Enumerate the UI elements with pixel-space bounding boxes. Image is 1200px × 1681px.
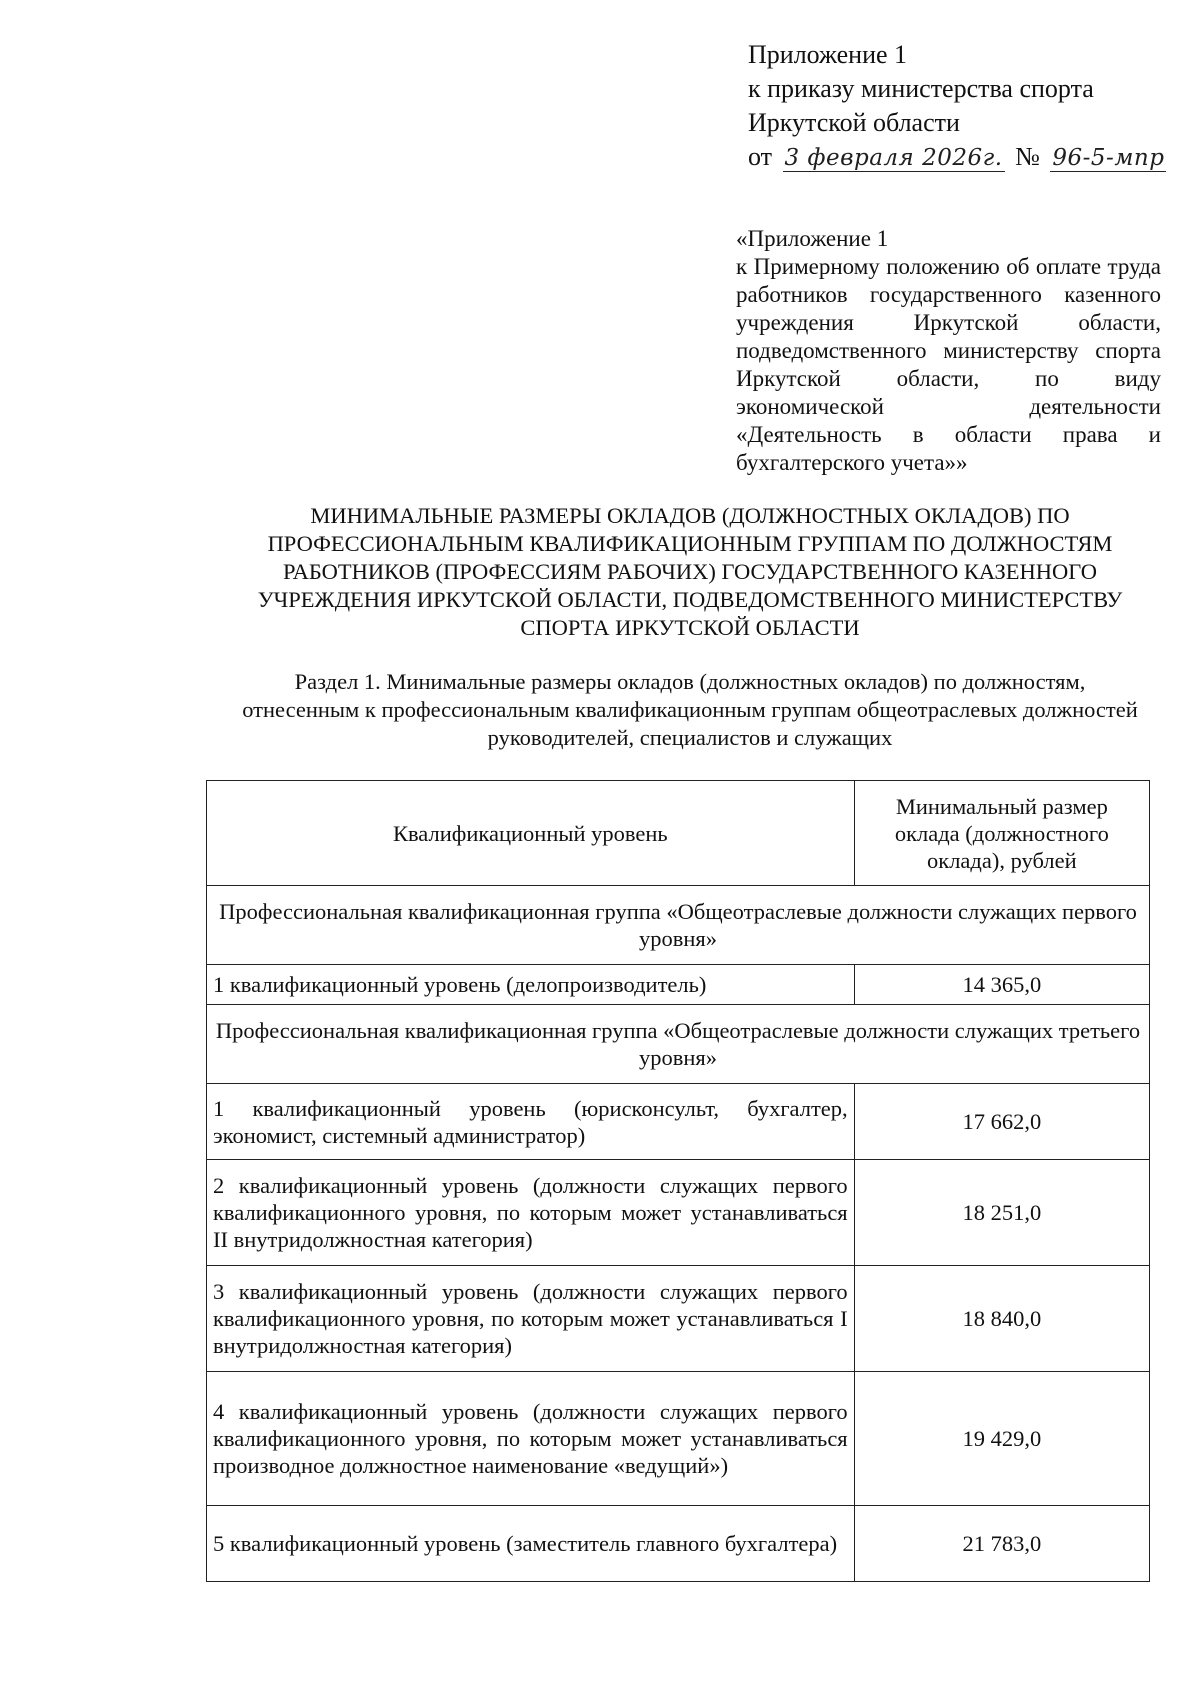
level-cell: 1 квалификационный уровень (делопроизводитель) [207, 965, 855, 1005]
title-line: РАБОТНИКОВ (ПРОФЕССИЯМ РАБОЧИХ) ГОСУДАРСТВЕННОГО КАЗЕННОГО [283, 559, 1097, 584]
section-line: Раздел 1. Минимальные размеры окладов (должностных окладов) по должностям, [294, 669, 1086, 694]
salary-table [206, 780, 1150, 1582]
group-row [207, 1005, 1150, 1084]
level-cell: 1 квалификационный уровень (юрисконсульт, бухгалтер, экономист, системный администратор) [207, 1084, 855, 1160]
section-line: руководителей, специалистов и служащих [487, 725, 893, 750]
title-line: УЧРЕЖДЕНИЯ ИРКУТСКОЙ ОБЛАСТИ, ПОДВЕДОМСТВЕННОГО МИНИСТЕРСТВУ [257, 587, 1123, 612]
from-prefix: от [748, 142, 773, 171]
salary-cell: 17 662,0 [854, 1084, 1149, 1160]
table-row [207, 1084, 1150, 1160]
section-title [200, 668, 1180, 752]
number-sign: № [1015, 142, 1040, 171]
table-header-row [207, 781, 1150, 886]
salary-cell: 18 251,0 [854, 1160, 1149, 1266]
level-cell: 2 квалификационный уровень (должности служащих первого квалификационного уровня, по которым может устанавливаться II внутридолжностная категория) [207, 1160, 855, 1266]
appendix-order-ref: к приказу министерства спорта [748, 74, 1094, 103]
salary-cell: 18 840,0 [854, 1266, 1149, 1372]
table-row [207, 1372, 1150, 1506]
salary-cell: 19 429,0 [854, 1372, 1149, 1506]
quoted-appendix-title: «Приложение 1 [736, 226, 889, 251]
header-qualification-level: Квалификационный уровень [207, 781, 855, 886]
table-row [207, 1506, 1150, 1582]
group-title: Профессиональная квалификационная группа «Общеотраслевые должности служащих третьего уровня» [207, 1005, 1150, 1084]
quoted-appendix [736, 225, 1161, 477]
handwritten-date: 3 февраля 2026г. [784, 145, 1003, 171]
group-title: Профессиональная квалификационная группа «Общеотраслевые должности служащих первого уровня» [207, 886, 1150, 965]
appendix-date-number [748, 140, 1165, 175]
table-row [207, 1266, 1150, 1372]
table-row [207, 1160, 1150, 1266]
salary-cell: 14 365,0 [854, 965, 1149, 1005]
appendix-region: Иркутской области [748, 108, 960, 137]
handwritten-number: 96-5-мпр [1052, 145, 1165, 171]
document-title [200, 502, 1180, 642]
section-line: отнесенным к профессиональным квалификационным группам общеотраслевых должностей [242, 697, 1138, 722]
salary-cell: 21 783,0 [854, 1506, 1149, 1582]
table-row [207, 965, 1150, 1005]
header-min-salary: Минимальный размер оклада (должностного оклада), рублей [854, 781, 1149, 886]
level-cell: 3 квалификационный уровень (должности служащих первого квалификационного уровня, по которым может устанавливаться I внутридолжностная категория) [207, 1266, 855, 1372]
level-cell: 5 квалификационный уровень (заместитель главного бухгалтера) [207, 1506, 855, 1582]
level-cell: 4 квалификационный уровень (должности служащих первого квалификационного уровня, по которым может устанавливаться производное должностное наименование «ведущий») [207, 1372, 855, 1506]
appendix-title: Приложение 1 [748, 40, 908, 69]
quoted-appendix-text: к Примерному положению об оплате труда работников государственного казенного учреждения Иркутской области, подведомственного министерству спорта Иркутской области, по виду экономической деятельности «Деятельность в области права и бухгалтерского учета»» [736, 254, 1161, 475]
appendix-header [748, 38, 1165, 175]
title-line: ПРОФЕССИОНАЛЬНЫМ КВАЛИФИКАЦИОННЫМ ГРУППАМ ПО ДОЛЖНОСТЯМ [267, 531, 1113, 556]
title-line: СПОРТА ИРКУТСКОЙ ОБЛАСТИ [520, 615, 860, 640]
title-line: МИНИМАЛЬНЫЕ РАЗМЕРЫ ОКЛАДОВ (ДОЛЖНОСТНЫХ ОКЛАДОВ) ПО [310, 503, 1070, 528]
group-row [207, 886, 1150, 965]
